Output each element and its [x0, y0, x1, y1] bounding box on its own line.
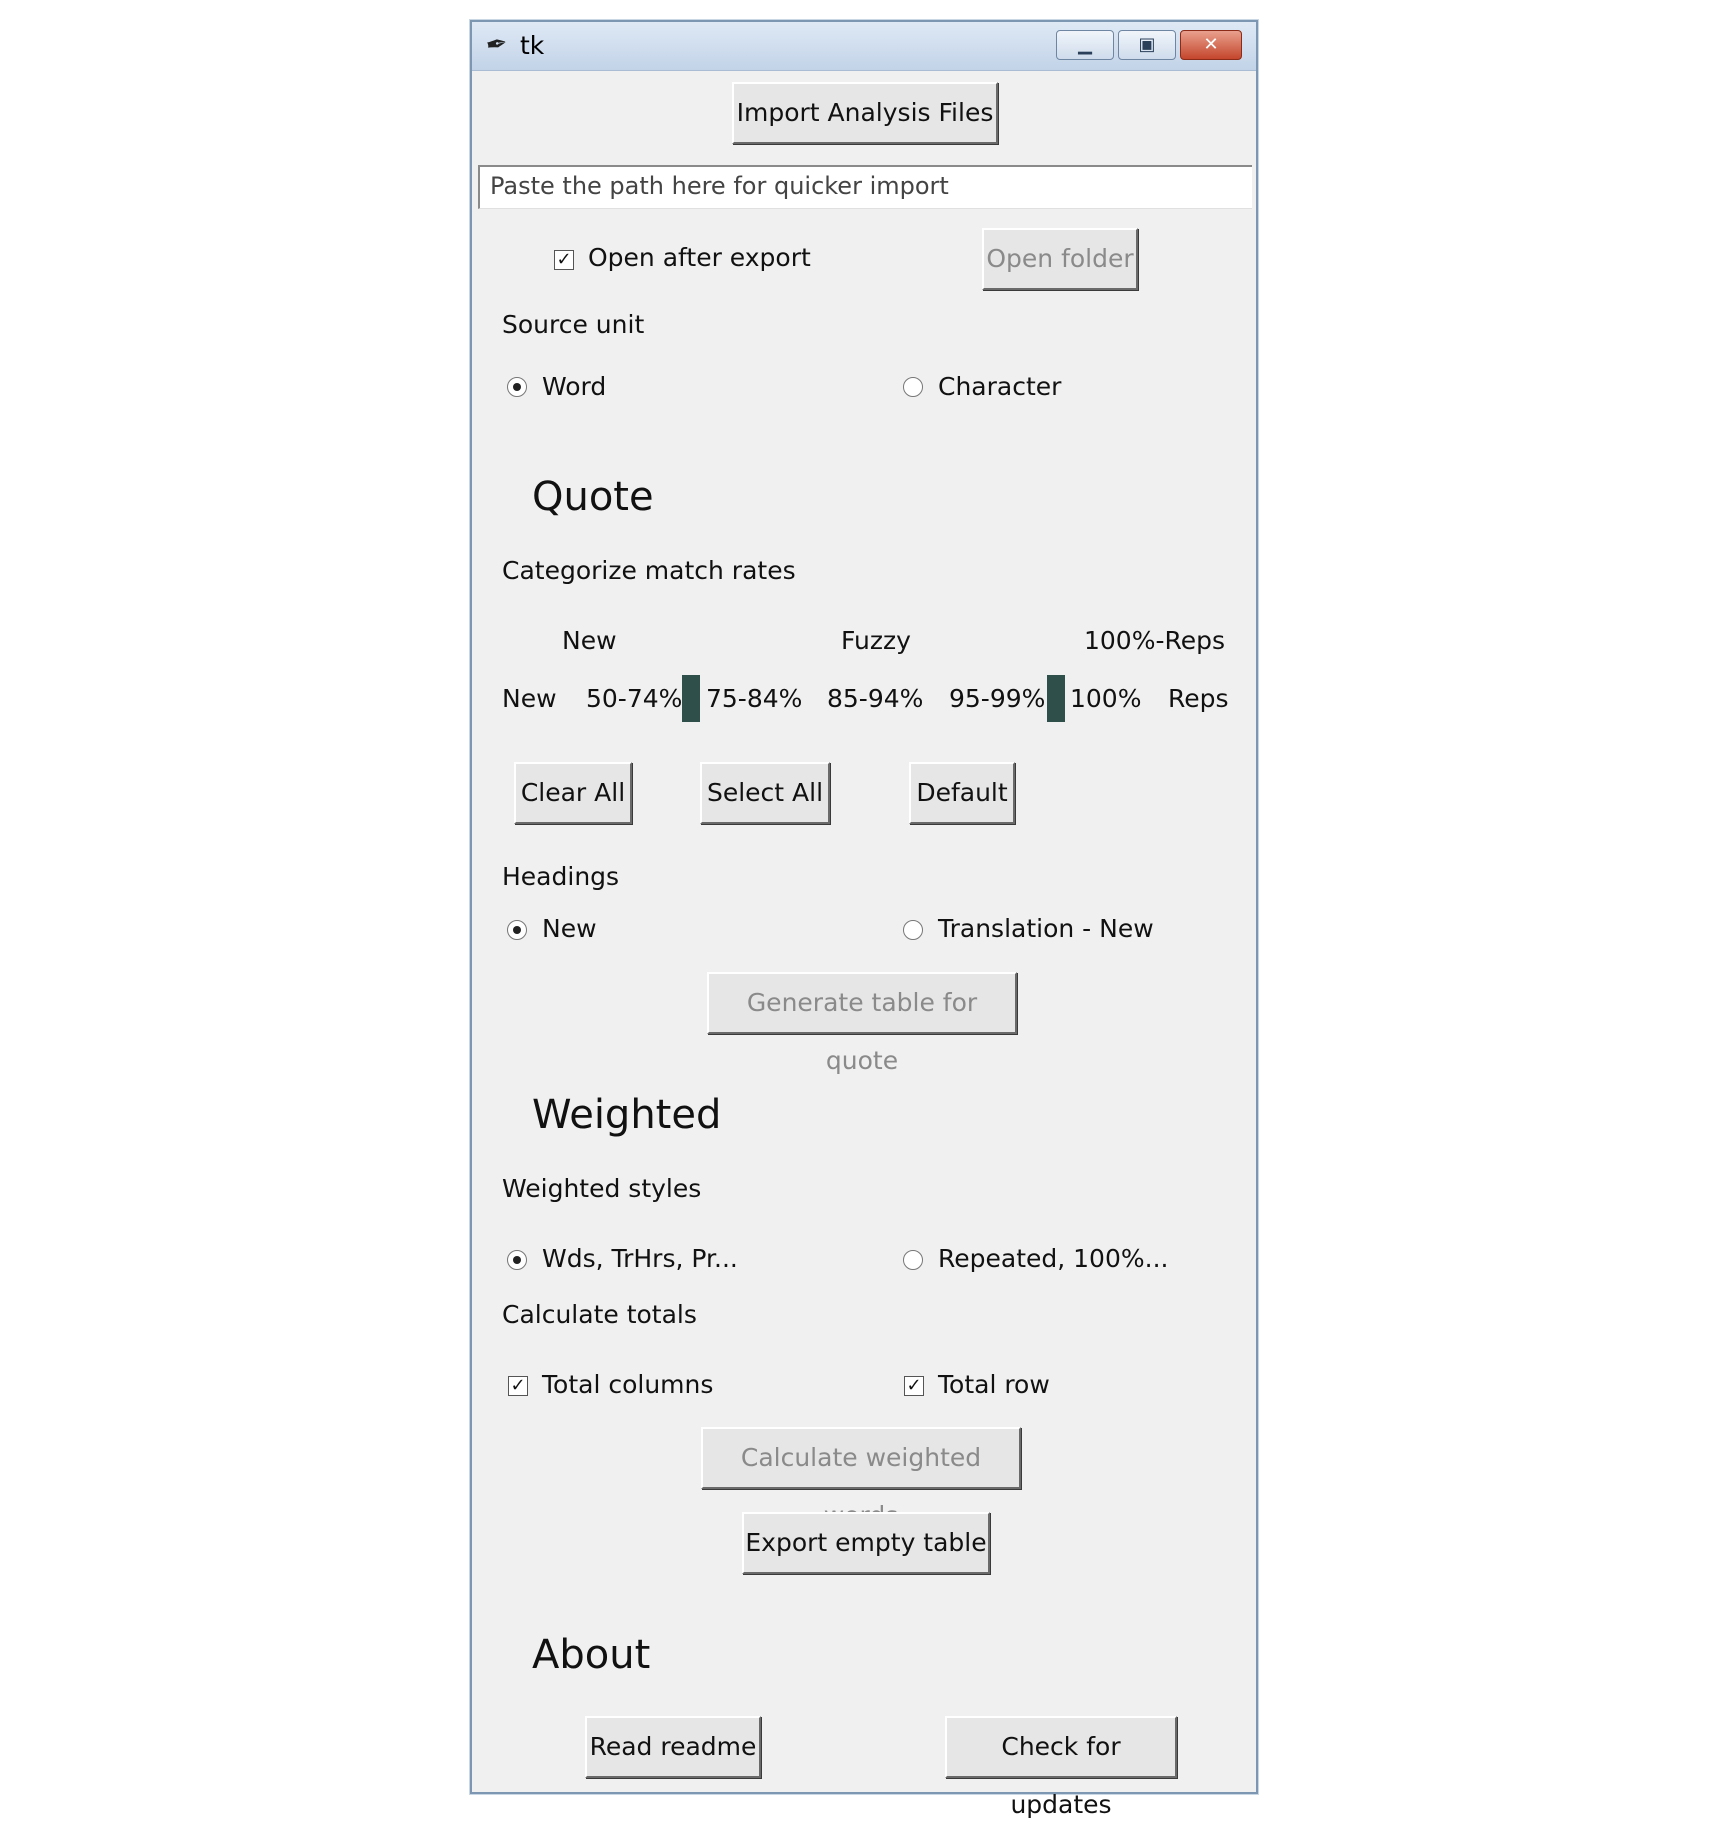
total-columns-label: Total columns [542, 1370, 714, 1399]
minimize-icon: ▁ [1078, 34, 1092, 55]
close-icon: ✕ [1203, 34, 1219, 55]
rate-85-94: 85-94% [827, 684, 924, 713]
default-button[interactable]: Default [909, 762, 1015, 824]
total-row-label: Total row [938, 1370, 1050, 1399]
headings-translation-label: Translation - New [938, 914, 1154, 943]
headings-label: Headings [502, 862, 620, 891]
about-heading: About [532, 1632, 651, 1678]
minimize-button[interactable] [1056, 30, 1114, 60]
open-after-export-label: Open after export [588, 243, 811, 272]
weighted-style-repeated-radio[interactable] [903, 1250, 923, 1270]
headings-new-label: New [542, 914, 597, 943]
weighted-heading: Weighted [532, 1092, 722, 1138]
total-columns-checkbox[interactable]: ✓ [508, 1376, 528, 1396]
calculate-totals-label: Calculate totals [502, 1300, 697, 1329]
category-divider-handle[interactable] [682, 675, 700, 722]
source-unit-word-radio[interactable] [507, 377, 527, 397]
select-all-button[interactable]: Select All [700, 762, 830, 824]
close-button[interactable] [1180, 30, 1242, 60]
category-divider-handle[interactable] [1047, 675, 1065, 722]
calculate-weighted-words-button[interactable]: Calculate weighted [701, 1427, 1021, 1489]
maximize-icon: ▣ [1138, 34, 1156, 55]
source-unit-character-radio[interactable] [903, 377, 923, 397]
read-readme-button[interactable]: Read readme [585, 1716, 761, 1778]
rate-100: 100% [1070, 684, 1142, 713]
check-for-updates-button[interactable]: Check for updates [945, 1716, 1177, 1778]
open-after-export-checkbox[interactable]: ✓ [554, 250, 574, 270]
title-bar[interactable] [472, 22, 1256, 71]
rate-new: New [502, 684, 557, 713]
source-unit-label: Source unit [502, 310, 645, 339]
app-window [470, 20, 1258, 1819]
tk-feather-icon: ✒ [483, 28, 511, 62]
export-empty-table-button[interactable]: Export empty table [742, 1512, 990, 1574]
weighted-style-repeated-label: Repeated, 100%... [938, 1244, 1169, 1273]
path-input[interactable]: Paste the path here for quicker import [478, 165, 1252, 209]
rate-75-84: 75-84% [706, 684, 803, 713]
weighted-styles-label: Weighted styles [502, 1174, 702, 1203]
categorize-match-rates-label: Categorize match rates [502, 556, 796, 585]
import-analysis-files-button[interactable]: Import Analysis Files [732, 82, 998, 144]
rate-95-99: 95-99% [949, 684, 1046, 713]
group-fuzzy-label: Fuzzy [841, 626, 911, 655]
total-row-checkbox[interactable]: ✓ [904, 1376, 924, 1396]
open-folder-button[interactable]: Open folder [982, 228, 1138, 290]
group-new-label: New [562, 626, 617, 655]
rate-50-74: 50-74% [586, 684, 683, 713]
generate-table-button[interactable]: Generate table for quote [707, 972, 1017, 1034]
source-unit-word-label: Word [542, 372, 607, 401]
headings-translation-radio[interactable] [903, 920, 923, 940]
weighted-style-wds-radio[interactable] [507, 1250, 527, 1270]
weighted-style-wds-label: Wds, TrHrs, Pr... [542, 1244, 738, 1273]
maximize-button[interactable] [1118, 30, 1176, 60]
quote-heading: Quote [532, 474, 654, 520]
headings-new-radio[interactable] [507, 920, 527, 940]
clear-all-button[interactable]: Clear All [514, 762, 632, 824]
source-unit-character-label: Character [938, 372, 1062, 401]
rate-reps: Reps [1168, 684, 1229, 713]
group-reps-label: 100%-Reps [1084, 626, 1226, 655]
window-title: tk [520, 31, 545, 60]
